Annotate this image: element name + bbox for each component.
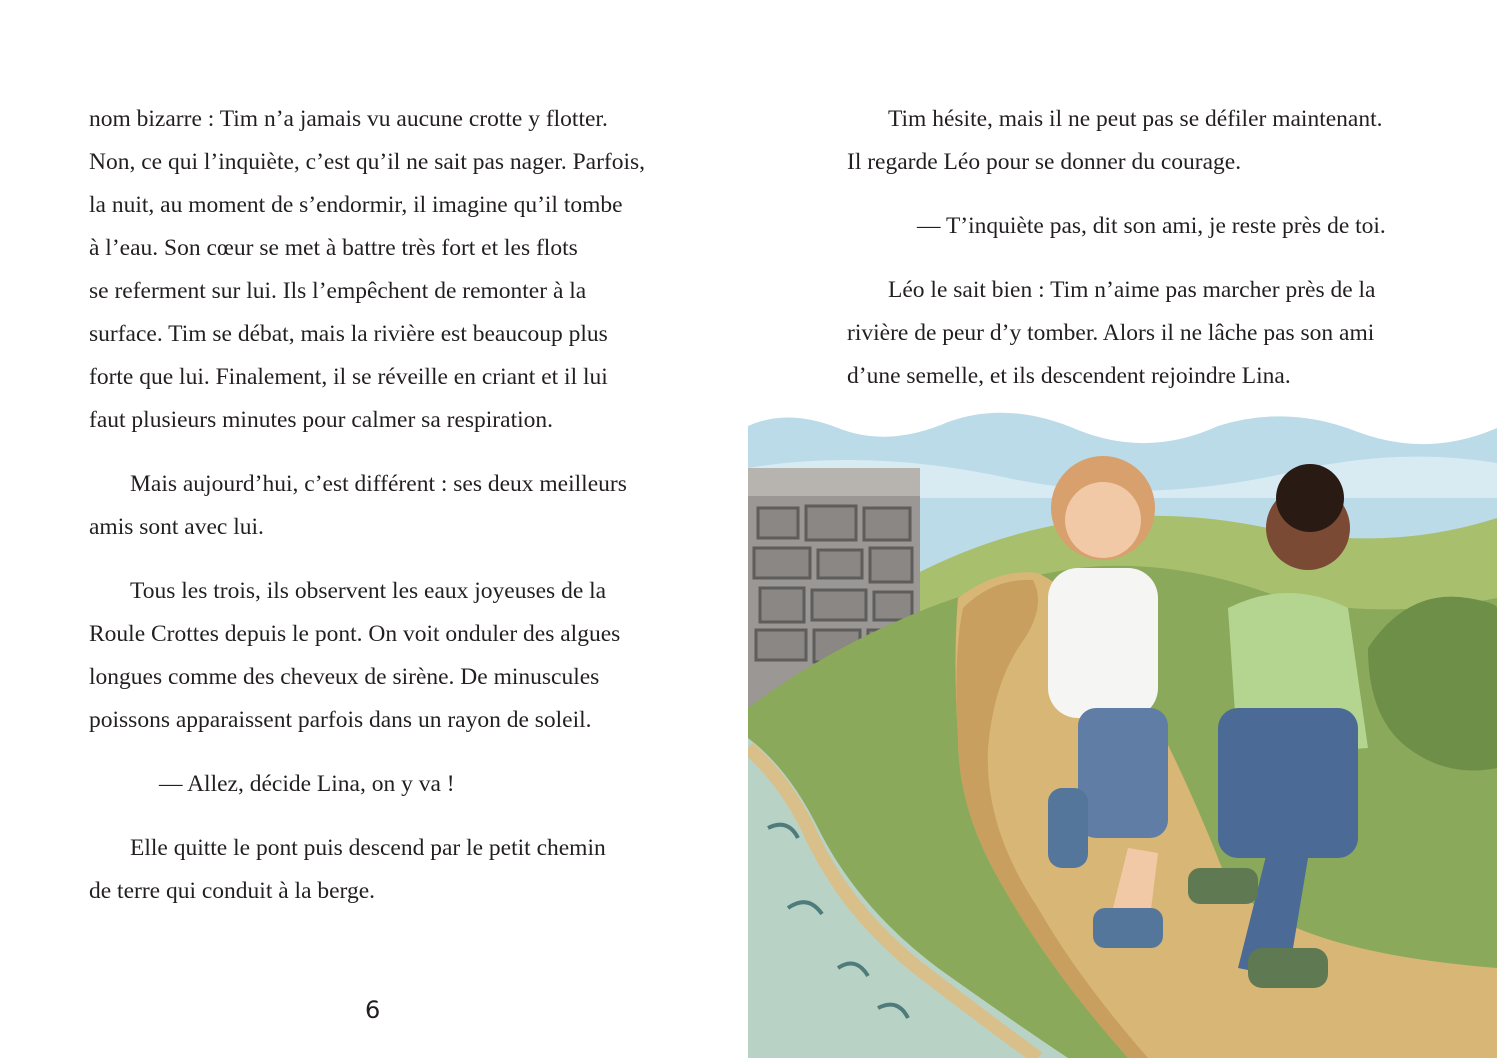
paragraph: Tous les trois, ils observent les eaux joyeuses de la Roule Crottes depuis le pont. On voit onduler des algues longues comme des cheveux de sirène. De minuscules poissons apparaissent parfois dans un rayon de soleil. xyxy=(89,578,621,733)
paragraph: Tim hésite, mais il ne peut pas se défiler maintenant. Il regarde Léo pour se donner du courage. xyxy=(847,106,1383,175)
right-page xyxy=(748,0,1497,1058)
dialogue-line: — Allez, décide Lina, on y va ! xyxy=(159,771,455,797)
paragraph: nom bizarre : Tim n’a jamais vu aucune crotte y flotter. Non, ce qui l’inquiète, c’est qu’il ne sait pas nager. Parfois, la nuit, au moment de s’endormir, il imagine qu’il tombe à l’eau. Son cœur se met à battre très fort et les flots se referment sur lui. Ils l’empêchent de remonter à la surface. Tim se débat, mais la rivière est beaucoup plus forte que lui. Finalement, il se réveille en criant et il lui faut plusieurs minutes pour calmer sa respiration. xyxy=(89,106,646,433)
left-page-text xyxy=(89,98,649,913)
right-page-text xyxy=(847,98,1407,398)
paragraph: Mais aujourd’hui, c’est différent : ses deux meilleurs amis sont avec lui. xyxy=(89,471,627,540)
children-walking-by-river-illustration xyxy=(748,408,1497,1058)
page-number: 6 xyxy=(365,996,381,1024)
left-page xyxy=(0,0,748,1058)
dialogue-line: — T’inquiète pas, dit son ami, je reste près de toi. xyxy=(917,213,1386,239)
paragraph: Elle quitte le pont puis descend par le petit chemin de terre qui conduit à la berge. xyxy=(89,835,606,904)
paragraph: Léo le sait bien : Tim n’aime pas marcher près de la rivière de peur d’y tomber. Alors il ne lâche pas son ami d’une semelle, et ils descendent rejoindre Lina. xyxy=(847,277,1376,389)
